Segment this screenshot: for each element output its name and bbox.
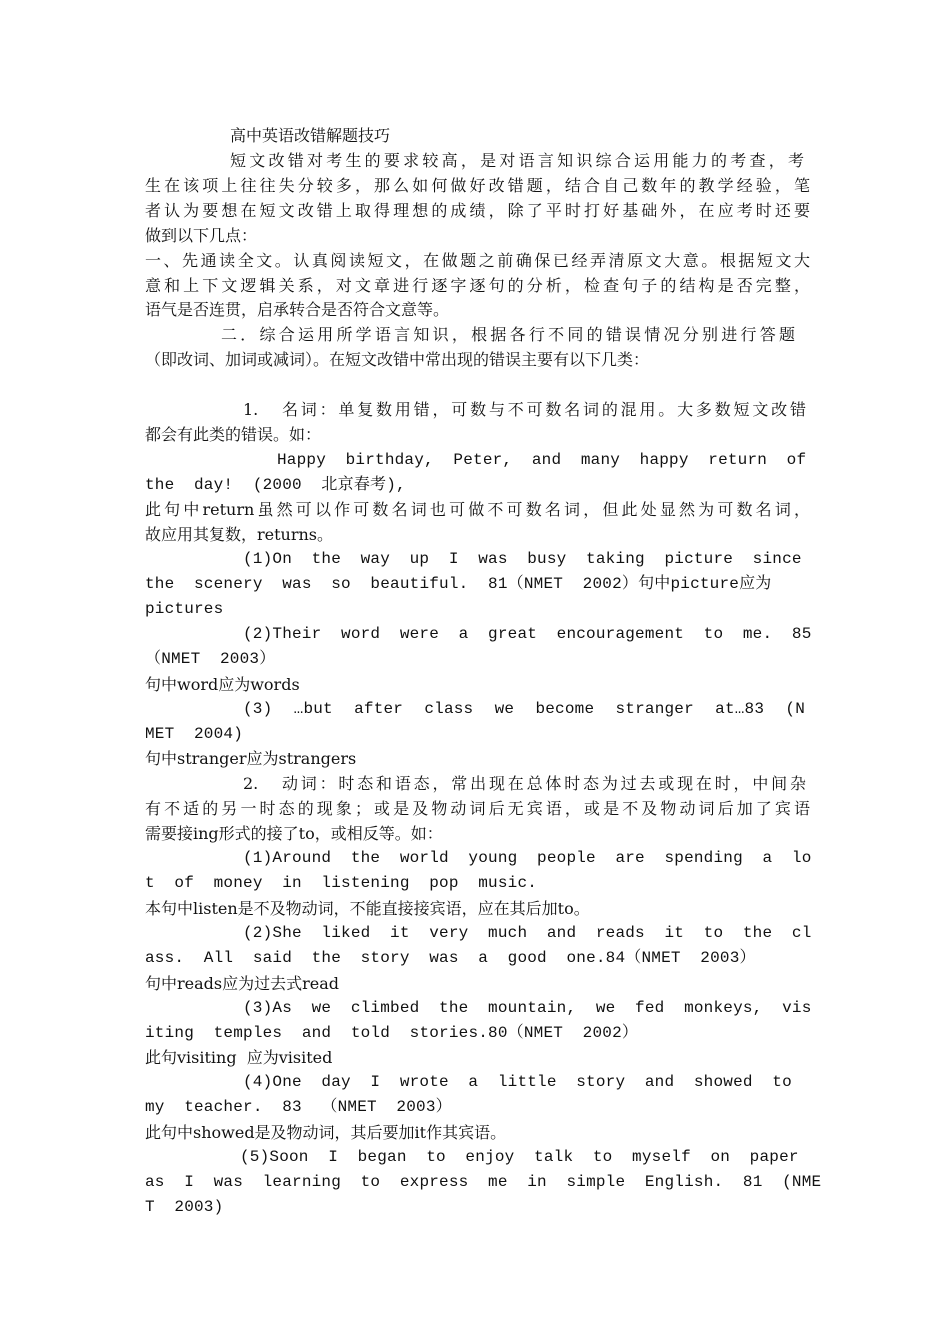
- example-item: ass. All said the story was a good one.84（NMET 2003）: [145, 949, 756, 967]
- explanation-line: 句中stranger应为strangers: [145, 749, 357, 768]
- section2-heading: 需要接ing形式的接了to，或相反等。如：: [145, 824, 443, 843]
- section1-heading: 都会有此类的错误。如：: [145, 425, 322, 444]
- example-item: my teacher. 83 （NMET 2003）: [145, 1098, 452, 1116]
- point1-line: 一、先通读全文。认真阅读短文，在做题之前确保已经弄清原文大意。根据短文大: [145, 251, 810, 270]
- example-item: (1)On the way up I was busy taking picture since: [243, 550, 802, 568]
- doc-title: 高中英语改错解题技巧: [230, 126, 391, 145]
- example-item: (3)As we climbed the mountain, we fed monkeys, vis: [243, 999, 812, 1017]
- example-item: as I was learning to express me in simple English. 81 (NME: [145, 1173, 822, 1191]
- intro-line: 生在该项上往往失分较多，那么如何做好改错题，结合自己数年的教学经验，笔: [145, 176, 810, 195]
- example-item: (3) …but after class we become stranger at…83 (N: [243, 700, 805, 718]
- example-item: t of money in listening pop music.: [145, 874, 538, 892]
- example-item: (2)Their word were a great encouragement to me. 85: [243, 625, 812, 643]
- example-item: (4)One day I wrote a little story and showed to: [243, 1073, 792, 1091]
- section2-heading: 有不适的另一时态的现象；或是及物动词后无宾语，或是不及物动词后加了宾语: [145, 799, 810, 818]
- intro-line: 做到以下几点：: [145, 226, 258, 245]
- explanation-line: 故应用其复数，returns。: [145, 525, 334, 544]
- example-sentence: the day! (2000 北京春考),: [145, 476, 406, 494]
- example-item: MET 2004): [145, 725, 244, 743]
- point1-line: 语气是否连贯，启承转合是否符合文意等。: [145, 300, 450, 319]
- explanation-line: 此句中return虽然可以作可数名词也可做不可数名词，但此处显然为可数名词，: [145, 500, 810, 519]
- section1-heading: 1. 名词：单复数用错，可数与不可数名词的混用。大多数短文改错: [243, 400, 806, 419]
- point2-line: （即改词、加词或减词）。在短文改错中常出现的错误主要有以下几类：: [145, 350, 650, 369]
- explanation-line: 句中reads应为过去式read: [145, 974, 340, 993]
- example-sentence: Happy birthday, Peter, and many happy return of: [277, 451, 807, 469]
- example-item: the scenery was so beautiful. 81（NMET 2002）句中picture应为: [145, 575, 772, 593]
- explanation-line: 本句中listen是不及物动词，不能直接接宾语，应在其后加to。: [145, 899, 590, 918]
- example-item: （NMET 2003）: [145, 650, 276, 668]
- explanation-line: 句中word应为words: [145, 675, 300, 694]
- example-item: pictures: [145, 600, 224, 618]
- explanation-line: 此句中showed是及物动词，其后要加it作其宾语。: [145, 1123, 507, 1142]
- intro-line: 者认为要想在短文改错上取得理想的成绩，除了平时打好基础外，在应考时还要: [145, 201, 810, 220]
- example-item: (5)Soon I began to enjoy talk to myself on paper: [240, 1148, 799, 1166]
- example-item: T 2003): [145, 1198, 224, 1216]
- example-item: iting temples and told stories.80（NMET 2002）: [145, 1024, 639, 1042]
- point1-line: 意和上下文逻辑关系，对文章进行逐字逐句的分析，检查句子的结构是否完整，: [145, 276, 810, 295]
- section2-heading: 2. 动词：时态和语态，常出现在总体时态为过去或现在时，中间杂: [243, 774, 806, 793]
- example-item: (1)Around the world young people are spending a lo: [243, 849, 812, 867]
- example-item: (2)She liked it very much and reads it to the cl: [243, 924, 812, 942]
- intro-line: 短文改错对考生的要求较高，是对语言知识综合运用能力的考查，考: [230, 151, 804, 170]
- explanation-line: 此句visiting 应为visited: [145, 1048, 333, 1067]
- point2-line: 二．综合运用所学语言知识，根据各行不同的错误情况分别进行答题: [221, 325, 795, 344]
